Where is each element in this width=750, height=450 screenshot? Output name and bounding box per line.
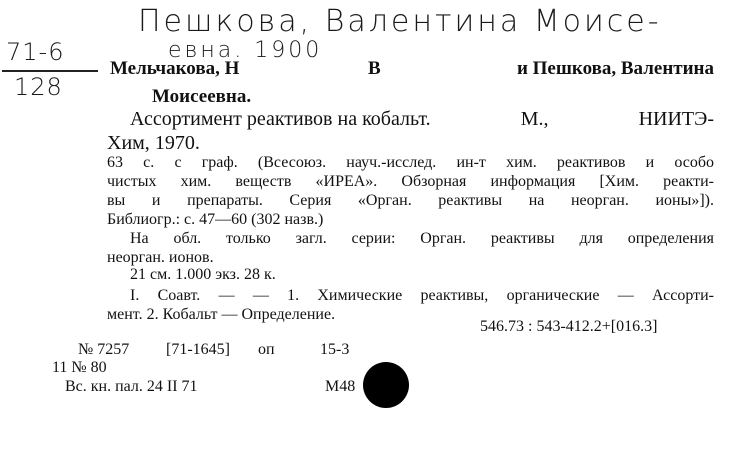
first-author: Мельчакова, Н: [110, 58, 240, 79]
title-line-2: [107, 132, 200, 155]
title-line: [130, 108, 714, 131]
description-line: Библиогр.: с. 47—60 (302 назв.): [107, 211, 324, 228]
call-number-divider: [2, 70, 98, 72]
description-line: вы и препараты. Серия «Орган. реактивы на неорган. ионы»]).: [107, 192, 714, 209]
footer-line-2: 11 № 80: [52, 359, 107, 376]
call-number-bottom: 128: [14, 73, 63, 101]
description-line: чистых хим. веществ «ИРЕА». Обзорная информация [Хим. реакти-: [107, 173, 714, 190]
order-code: [71-1645]: [166, 341, 230, 358]
second-author-cont: Моисеевна.: [152, 86, 252, 107]
order-num: 15-3: [320, 341, 350, 358]
order-op: оп: [258, 341, 275, 358]
order-no: № 7257: [78, 341, 130, 358]
publisher: НИИТЭ-: [638, 108, 714, 130]
publisher-cont: Хим,: [107, 132, 150, 154]
description-line: мент. 2. Кобальт — Определение.: [107, 306, 336, 323]
description-line: На обл. только загл. серии: Орган. реактивы для определения: [130, 230, 714, 247]
year: 1970.: [154, 132, 200, 154]
udc-code: 546.73 : 543-412.2+[016.3]: [480, 318, 658, 335]
call-number-top: 71-6: [6, 38, 65, 66]
handwritten-author-name: Пешкова, Валентина Моисе-: [138, 4, 662, 39]
second-author: и Пешкова, Валентина: [516, 58, 714, 79]
place: М.,: [520, 108, 549, 130]
chamber-record: Вс. кн. пал. 24 II 71: [65, 378, 198, 395]
punch-hole: [363, 362, 409, 408]
record-code: М48: [325, 378, 356, 395]
description-line: 63 с. с граф. (Всесоюз. науч.-исслед. ин-т хим. реактивов и особо: [107, 154, 714, 171]
book-title: Ассортимент реактивов на кобальт.: [130, 108, 431, 130]
description-line: неорган. ионов.: [107, 249, 214, 266]
author-initial: В: [368, 58, 381, 79]
description-line: 21 см. 1.000 экз. 28 к.: [130, 266, 276, 283]
description-line: I. Соавт. — — 1. Химические реактивы, органические — Ассорти-: [130, 287, 714, 304]
handwritten-author-name-cont: евна. 1900: [168, 38, 323, 63]
